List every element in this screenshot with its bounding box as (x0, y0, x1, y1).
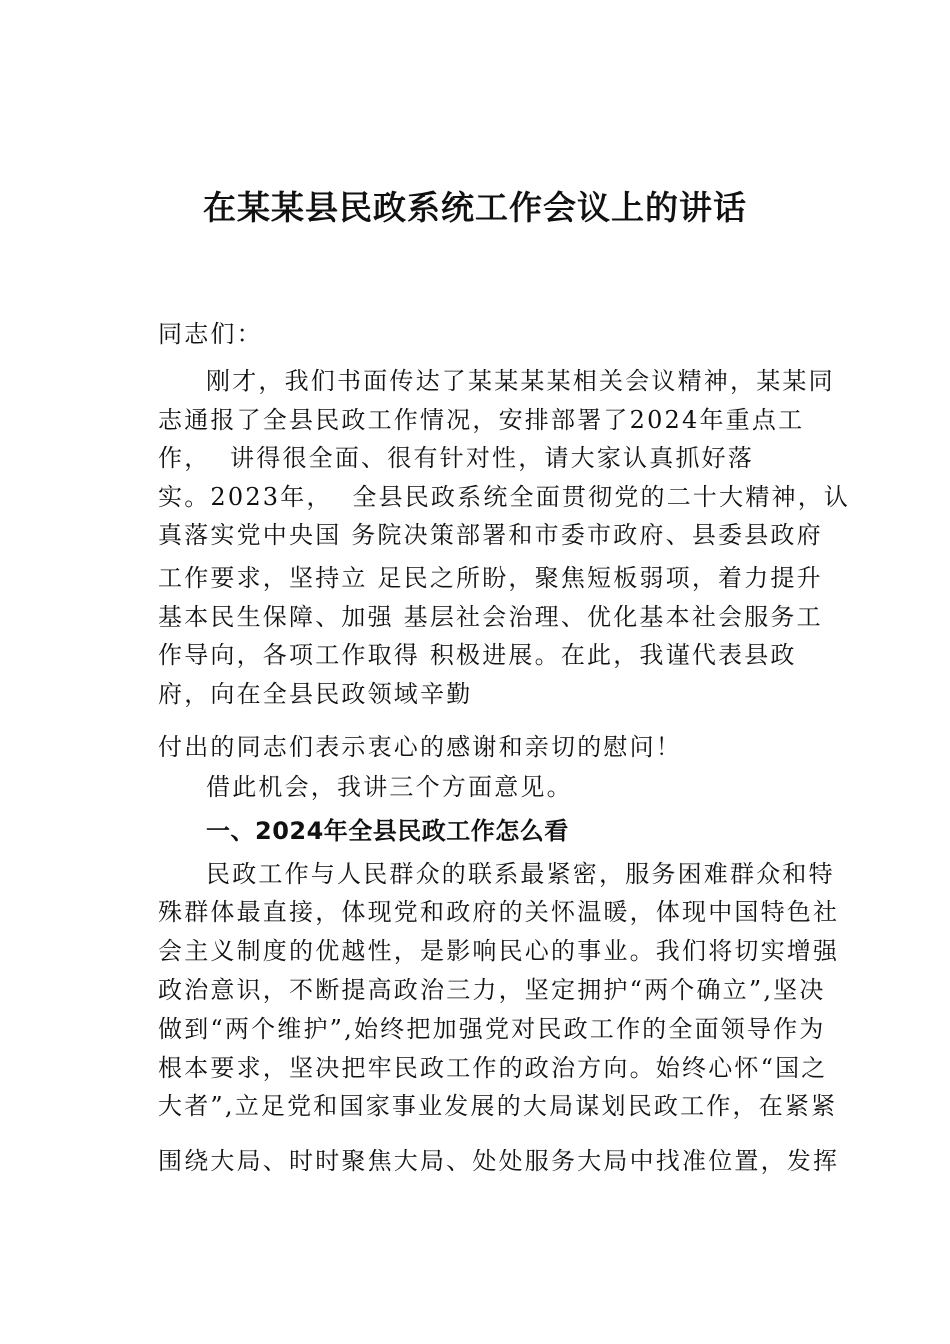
paragraph-line: 工作要求，坚持立 足民之所盼，聚焦短板弱项，着力提升 (158, 564, 823, 592)
paragraph-line: 做到“两个维护”,始终把加强党对民政工作的全面领导作为 (158, 1015, 826, 1043)
paragraph-line: 府，向在全县民政领域辛勤 (158, 680, 473, 708)
paragraph-line: 根本要求，坚决把牢民政工作的政治方向。始终心怀“国之 (158, 1054, 828, 1082)
paragraph-line: 真落实党中央国 务院决策部署和市委市政府、县委县政府 (158, 521, 823, 549)
paragraph-line: 作导向，各项工作取得 积极进展。在此，我谨代表县政 (158, 641, 797, 669)
paragraph-line: 民政工作与人民群众的联系最紧密，服务困难群众和特 (206, 860, 835, 888)
document-title: 在某某县民政系统工作会议上的讲话 (203, 188, 747, 227)
paragraph-line: 实。2023年， 全县民政系统全面贯彻党的二十大精神，认 (158, 483, 851, 511)
paragraph-line: 围绕大局、时时聚焦大局、处处服务大局中找准位置，发挥 (158, 1147, 840, 1175)
paragraph-line: 刚才，我们书面传达了某某某某相关会议精神，某某同 (206, 367, 835, 395)
section-heading: 一、2024年全县民政工作怎么看 (206, 817, 569, 845)
paragraph-line: 借此机会，我讲三个方面意见。 (206, 773, 573, 801)
paragraph-line: 付出的同志们表示衷心的感谢和亲切的慰问！ (158, 733, 682, 761)
paragraph-line: 大者”,立足党和国家事业发展的大局谋划民政工作，在紧紧 (158, 1092, 838, 1120)
paragraph-line: 基本民生保障、加强 基层社会治理、优化基本社会服务工 (158, 603, 823, 631)
paragraph-line: 政治意识，不断提高政治三力，坚定拥护“两个确立”,坚决 (158, 976, 826, 1004)
paragraph-line: 作， 讲得很全面、很有针对性，请大家认真抓好落 (158, 444, 755, 472)
greeting: 同志们： (158, 320, 263, 348)
paragraph-line: 志通报了全县民政工作情况，安排部署了2024年重点工 (158, 406, 805, 434)
paragraph-line: 殊群体最直接，体现党和政府的关怀温暖，体现中国特色社 (158, 898, 840, 926)
paragraph-line: 会主义制度的优越性，是影响民心的事业。我们将切实增强 (158, 937, 840, 965)
